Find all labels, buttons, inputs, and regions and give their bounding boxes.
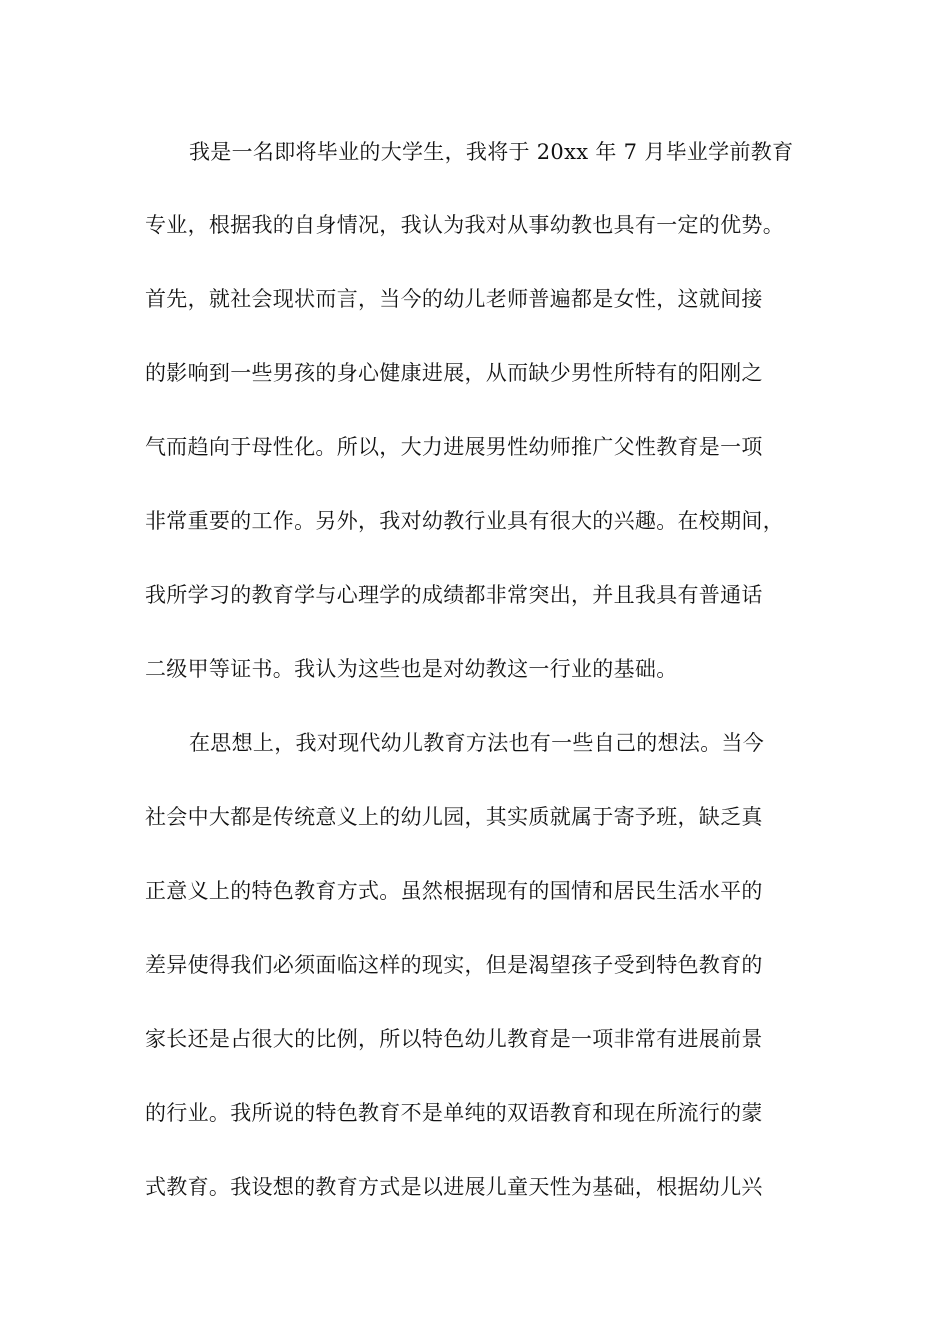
paragraph-2-line-7: 式教育。我设想的教育方式是以进展儿童天性为基础，根据幼儿兴 bbox=[145, 1175, 763, 1199]
paragraph-1-line-8: 二级甲等证书。我认为这些也是对幼教这一行业的基础。 bbox=[145, 657, 678, 681]
paragraph-1-line-3: 首先，就社会现状而言，当今的幼儿老师普遍都是女性，这就间接 bbox=[145, 287, 763, 311]
paragraph-1-line-4: 的影响到一些男孩的身心健康进展，从而缺少男性所特有的阳刚之 bbox=[145, 361, 763, 385]
paragraph-1-line-5: 气而趋向于母性化。所以，大力进展男性幼师推广父性教育是一项 bbox=[145, 435, 763, 459]
paragraph-2-line-4: 差异使得我们必须面临这样的现实，但是渴望孩子受到特色教育的 bbox=[145, 953, 763, 977]
paragraph-1-line-2: 专业，根据我的自身情况，我认为我对从事幼教也具有一定的优势。 bbox=[145, 213, 784, 237]
paragraph-2-line-1: 在思想上，我对现代幼儿教育方法也有一些自己的想法。当今 bbox=[189, 731, 765, 755]
paragraph-1-line-6: 非常重要的工作。另外，我对幼教行业具有很大的兴趣。在校期间， bbox=[145, 509, 784, 533]
paragraph-1-line-1: 我是一名即将毕业的大学生，我将于 20xx 年 7 月毕业学前教育 bbox=[189, 140, 794, 164]
paragraph-1-line-7: 我所学习的教育学与心理学的成绩都非常突出，并且我具有普通话 bbox=[145, 583, 763, 607]
paragraph-2-line-3: 正意义上的特色教育方式。虽然根据现有的国情和居民生活水平的 bbox=[145, 879, 763, 903]
paragraph-2-line-2: 社会中大都是传统意义上的幼儿园，其实质就属于寄予班，缺乏真 bbox=[145, 805, 763, 829]
paragraph-2-line-5: 家长还是占很大的比例，所以特色幼儿教育是一项非常有进展前景 bbox=[145, 1027, 763, 1051]
paragraph-2-line-6: 的行业。我所说的特色教育不是单纯的双语教育和现在所流行的蒙 bbox=[145, 1101, 763, 1125]
